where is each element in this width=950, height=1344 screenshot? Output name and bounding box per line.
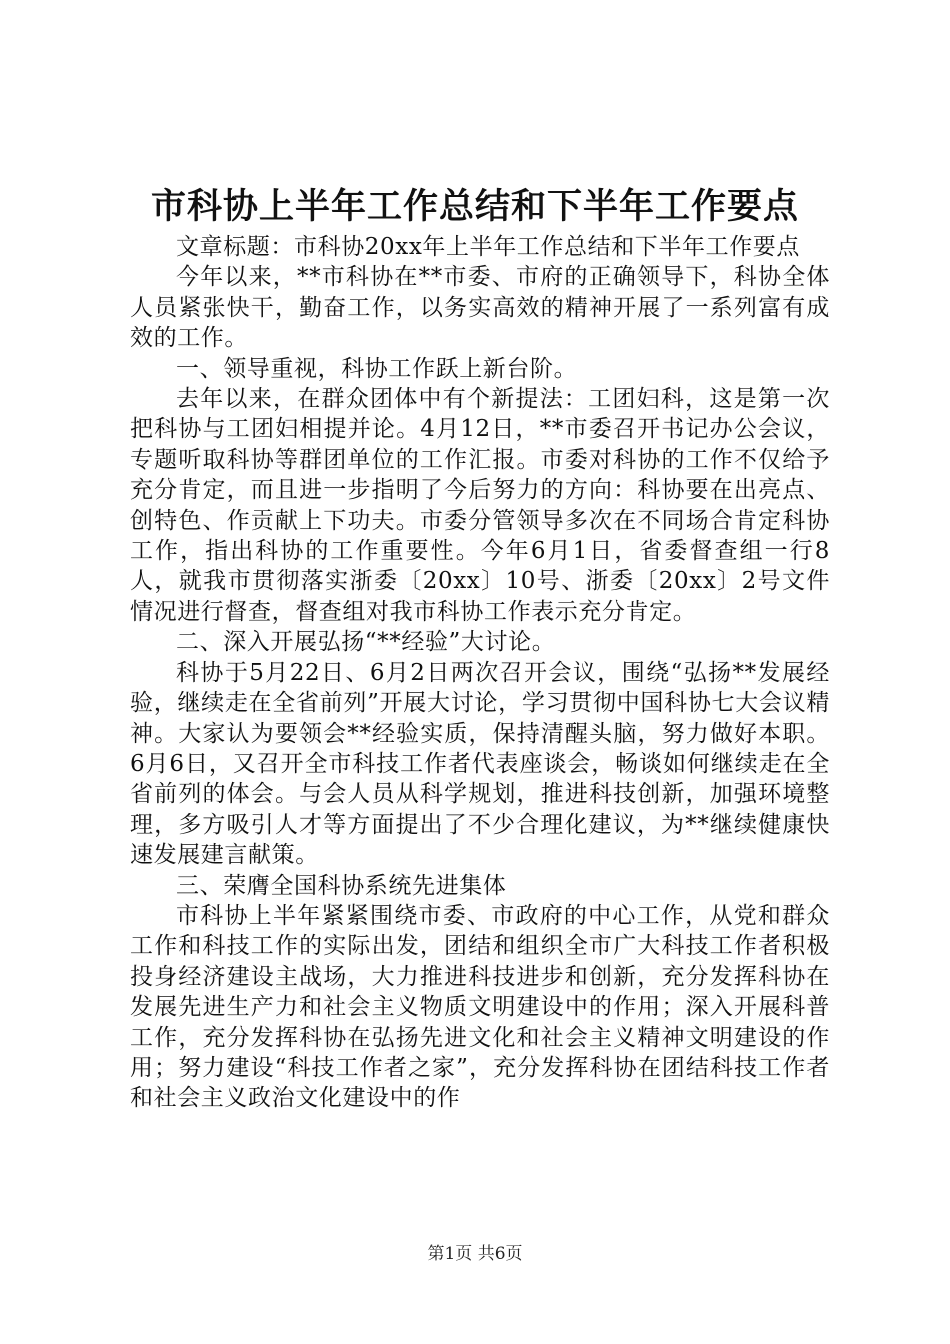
section-heading-2: 二、深入开展弘扬“**经验”大讨论。 [176,629,556,656]
article-title-line: 文章标题：市科协20xx年上半年工作总结和下半年工作要点 [176,234,801,260]
section-1-paragraph: 去年以来，在群众团体中有个新提法：工团妇科，这是第一次把科协与工团妇相提并论。4月12日，**市委召开书记办公会议，专题听取科协等群团单位的工作汇报。市委对科协的工作不仅给予充分肯定，而且进一步指明了今后努力的方向：科协要在出亮点、创特色、作贡献上下功夫。市委分管领导多次在不同场合肯定科协工作，指出科协的工作重要性。今年6月1日，省委督查组一行8人，就我市贯彻落实浙委〔20xx〕10号、浙委〔20xx〕2号文件情况进行督查，督查组对我市科协工作表示充分肯定。 [130,386,830,625]
intro-paragraph: 今年以来，**市科协在**市委、市府的正确领导下，科协全体人员紧张快干，勤奋工作，以务实高效的精神开展了一系列富有成效的工作。 [130,264,830,352]
section-3-paragraph: 市科协上半年紧紧围绕市委、市政府的中心工作，从党和群众工作和科技工作的实际出发，团结和组织全市广大科技工作者积极投身经济建设主战场，大力推进科技进步和创新，充分发挥科协在发展先进生产力和社会主义物质文明建设中的作用；深入开展科普工作，充分发挥科协在弘扬先进文化和社会主义精神文明建设的作用；努力建设“科技工作者之家”，充分发挥科协在团结科技工作者和社会主义政治文化建设中的作 [130,902,830,1112]
section-2-paragraph: 科协于5月22日、6月2日两次召开会议，围绕“弘扬**发展经验，继续走在全省前列”开展大讨论，学习贯彻中国科协七大会议精神。大家认为要领会**经验实质，保持清醒头脑，努力做好本职。6月6日，又召开全市科技工作者代表座谈会，畅谈如何继续走在全省前列的体会。与会人员从科学规划，推进科技创新，加强环境整理，多方吸引人才等方面提出了不少合理化建议，为**继续健康快速发展建言献策。 [130,659,830,869]
page-indicator: 第1页 共6页 [427,1244,523,1264]
document-body [130,232,830,1114]
section-heading-3: 三、荣膺全国科协系统先进集体 [176,872,507,899]
section-heading-1: 一、领导重视，科协工作跃上新台阶。 [176,355,578,382]
page-footer [0,1242,950,1266]
document-title: 市科协上半年工作总结和下半年工作要点 [150,186,799,227]
